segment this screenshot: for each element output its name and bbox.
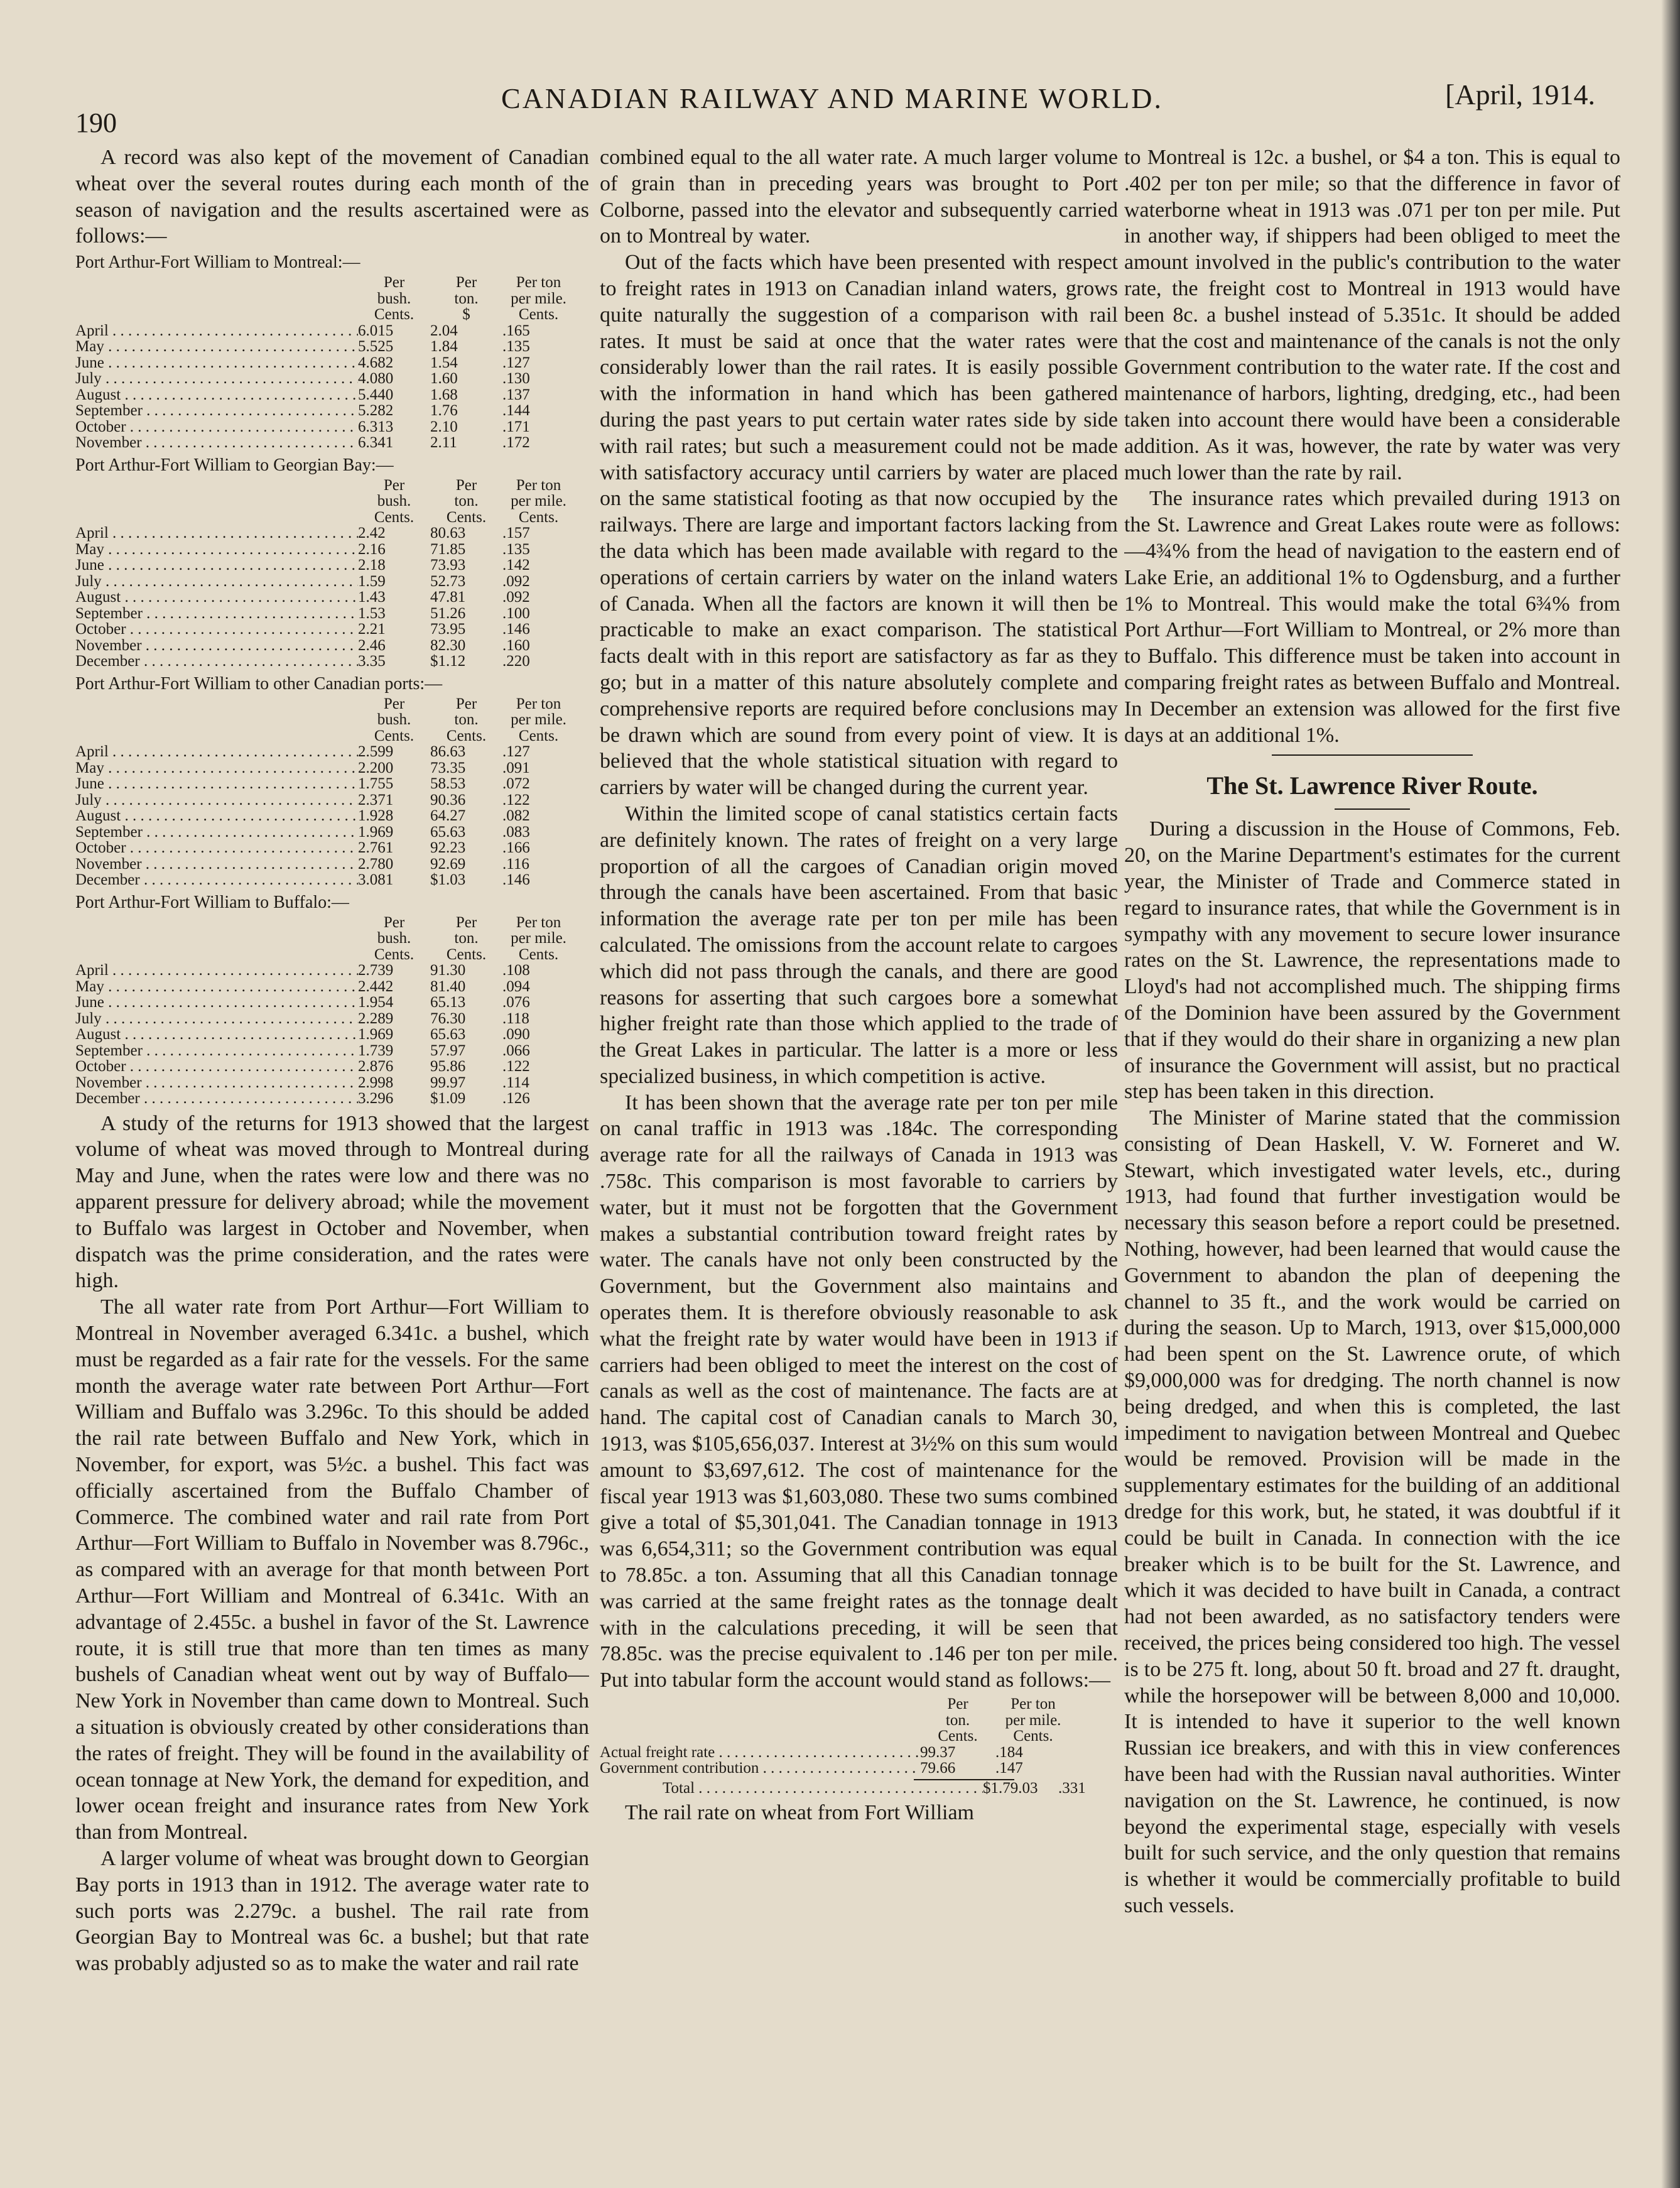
column-header: Per bush. Cents.: [374, 913, 415, 963]
paragraph: It has been shown that the average rate per ton per mile on canal traffic in 1913 was .184c. The corresponding average rate for all the railways of Canada in 1913 was .758c. This comparison is most favorable to carriers by water, but it must not be forgotten that the Government makes a substantial contribution toward freight rates by water. The canals have not only been constructed by the Government, but the Government also maintains and operates them. It is therefore obviously reasonable to ask what the freight rate by water would have been in 1913 if carriers had been obliged to meet the interest on the cost of canals as well as the cost of maintenance. The facts are at hand. The capital cost of Canadian canals to March 30, 1913, was $105,656,037. Interest at 3½% on this sum would amount to $3,697,612. The cost of maintenance for the fiscal year 1913 was $1,603,080. These two sums combined give a total of $5,301,041. The Canadian tonnage in 1913 was 6,654,311; so the Government contribution was equal to 78.85c. a ton. Assuming that all this Canadian tonnage was carried at the same freight rates as the tonnage dealt with in the calculations preceding, it will be seen that 78.85c. was the precise equivalent to .146 per ton per mile. Put into tabular form the account would stand as follows:—: [600, 1091, 1118, 1692]
column-header: Per ton. Cents.: [446, 476, 487, 526]
month-label: June . . .: [75, 355, 358, 371]
rate-value: 76.30: [430, 1010, 466, 1027]
month-label: August . . .: [75, 589, 358, 606]
table-row: [75, 419, 589, 435]
rate-value: 2.998: [358, 1074, 394, 1091]
column-2: [600, 144, 1118, 2174]
table-row: [75, 525, 589, 542]
table-row: [75, 403, 589, 419]
table-caption: Port Arthur-Fort William to Georgian Bay:—: [75, 455, 394, 475]
rate-value: 2.761: [358, 839, 394, 857]
table-row: [75, 653, 589, 670]
rate-value: .137: [502, 386, 530, 403]
column-header: Per ton. $: [454, 274, 479, 324]
rate-value: .122: [502, 1058, 530, 1075]
rate-value: 2.371: [358, 791, 394, 808]
column-1: [75, 144, 589, 2174]
rate-value: 1.43: [358, 589, 386, 606]
rate-value: 92.23: [430, 839, 466, 857]
rate-value: .118: [502, 1010, 529, 1027]
table-header: [75, 915, 589, 963]
rate-value: 2.21: [358, 621, 386, 638]
rate-value: .130: [502, 370, 530, 388]
table-header: [600, 1696, 1118, 1744]
rate-value: .165: [502, 322, 530, 339]
rate-value: 91.30: [430, 962, 466, 979]
rate-value: 1.739: [358, 1042, 394, 1059]
rate-value: 47.81: [430, 589, 466, 606]
paragraph: The insurance rates which prevailed during 1913 on the St. Lawrence and Great Lakes route were as follows:—4¾% from the head of navigation to the eastern end of Lake Erie, an additional 1% to Ogdensburg, and a further 1% to Montreal. This would make the total 6¾% from Port Arthur—Fort William to Montreal, or 2% more than to Buffalo. This difference must be taken into account in comparing freight rates as between Buffalo and Montreal. In December an extension was allowed for the first five days at an additional 1%.: [1124, 487, 1620, 747]
rate-value: 52.73: [430, 572, 466, 590]
page-header: [69, 69, 1595, 138]
rate-value: 57.97: [430, 1042, 466, 1059]
column-header: Per ton per mile. Cents.: [511, 274, 566, 324]
rate-value: .126: [502, 1090, 530, 1108]
rate-value: 92.69: [430, 855, 466, 873]
rate-value: 6.341: [358, 434, 394, 452]
table-caption: Port Arthur-Fort William to other Canadian ports:—: [75, 673, 443, 694]
rate-value: 2.42: [358, 525, 386, 542]
issue-date: [April, 1914.: [1445, 79, 1595, 111]
rate-value: .144: [502, 402, 530, 420]
table-row: [75, 744, 589, 760]
publication-title: CANADIAN RAILWAY AND MARINE WORLD.: [501, 82, 1163, 114]
month-label: July . . .: [75, 1011, 358, 1027]
month-label: September . . .: [75, 1043, 358, 1059]
rate-value: 2.289: [358, 1010, 394, 1027]
route-table: [75, 892, 589, 1107]
month-label: June . . .: [75, 994, 358, 1011]
column-header: Per ton per mile. Cents.: [511, 913, 566, 963]
heading-rule: [1335, 808, 1410, 810]
rate-value: .146: [502, 871, 530, 889]
month-label: May . . .: [75, 979, 358, 995]
rate-value: 2.46: [358, 636, 386, 654]
rate-value: 2.442: [358, 977, 394, 995]
rate-value: .091: [502, 759, 530, 776]
table-header: [75, 275, 589, 323]
page-number: 190: [75, 107, 117, 138]
table-row: [75, 994, 589, 1011]
rate-value: 1.969: [358, 1026, 394, 1043]
column-header: Per ton. Cents.: [446, 913, 487, 963]
rate-value: 65.63: [430, 823, 466, 841]
month-label: July . . .: [75, 574, 358, 590]
table-row: [75, 1059, 589, 1075]
paragraph: Within the limited scope of canal statistics certain facts are definitely known. The rates of freight on a very large proportion of all the cargoes of Canadian origin moved through the canals have been ascertained. From that basic information the average rate per ton per mile has been calculated. The omissions from the account relate to cargoes which did not pass through the canals, and there are good reasons for asserting that such cargoes bore a somewhat higher freight rate than those which applied to the trade of the Great Lakes in particular. The latter is a more or less specialized business, in which competition is active.: [600, 802, 1118, 1088]
rate-value: 2.04: [430, 322, 458, 339]
table-row: [75, 824, 589, 841]
rate-value: .108: [502, 962, 530, 979]
table-row: [75, 606, 589, 622]
rate-value: .142: [502, 557, 530, 574]
rate-value: 1.60: [430, 370, 458, 388]
month-label: August . . .: [75, 1026, 358, 1043]
table-row: [75, 355, 589, 371]
rate-value: 1.969: [358, 823, 394, 841]
month-label: November . . .: [75, 856, 358, 873]
table-row: [75, 808, 589, 824]
rate-value: 86.63: [430, 743, 466, 761]
month-label: September . . .: [75, 403, 358, 419]
column-header: Per ton. Cents.: [938, 1695, 978, 1745]
rate-value: 51.26: [430, 604, 466, 622]
rate-value: 5.525: [358, 338, 394, 356]
column-header: Per ton per mile. Cents.: [511, 476, 566, 526]
rate-value: 1.76: [430, 402, 458, 420]
table-total-row: Total . . . $1.79.03 .331: [600, 1780, 1118, 1797]
rate-value: .171: [502, 418, 530, 435]
column-header: Per bush. Cents.: [374, 695, 415, 744]
rate-value: 1.928: [358, 807, 394, 825]
paragraph: The rail rate on wheat from Fort William: [625, 1801, 975, 1825]
table-row: Government contribution . . . 79.66 .147: [600, 1760, 1118, 1777]
column-header: Per bush. Cents.: [374, 274, 415, 324]
rate-value: .166: [502, 839, 530, 857]
rate-value: 73.35: [430, 759, 466, 776]
month-label: October . . .: [75, 840, 358, 856]
table-row: [75, 792, 589, 808]
page-fold-shadow: [1661, 0, 1680, 2188]
rate-value: 90.36: [430, 791, 466, 808]
rate-value: .146: [502, 621, 530, 638]
rate-value: $1.12: [430, 653, 466, 670]
rate-value: .094: [502, 977, 530, 995]
table-row: [75, 1075, 589, 1091]
rate-value: 5.282: [358, 402, 394, 420]
table-caption: Port Arthur-Fort William to Buffalo:—: [75, 892, 349, 912]
month-label: November . . .: [75, 1075, 358, 1091]
table-row: [75, 542, 589, 558]
rate-value: 73.95: [430, 621, 466, 638]
rate-value: 1.54: [430, 354, 458, 371]
month-label: October . . .: [75, 621, 358, 638]
month-label: December . . .: [75, 653, 358, 670]
rate-value: .083: [502, 823, 530, 841]
section-heading: The St. Lawrence River Route.: [1206, 771, 1538, 800]
month-label: April . . .: [75, 962, 358, 979]
rate-value: 65.63: [430, 1026, 466, 1043]
table-row: [75, 589, 589, 606]
paragraph: The all water rate from Port Arthur—Fort William to Montreal in November averaged 6.341c. a bushel, which must be regarded as a fair rate for the vessels. For the same month the average water rate between Port Arthur—Fort William and Buffalo was 3.296c. To this should be added the rail rate between Buffalo and New York, which in November, for export, was 5½c. a bushel. This fact was officially ascertained from the Buffalo Chamber of Commerce. The combined water and rail rate from Port Arthur—Fort William to Buffalo in November was 8.796c., as compared with an average for that month between Port Arthur—Fort William and Montreal of 6.341c. With an advantage of 2.455c. a bushel in favor of the St. Lawrence route, it is still true that more than ten times as many bushels of Canadian wheat went out by way of Buffalo—New York in November than came down to Montreal. Such a situation is obviously created by other considerations than the rates of freight. They will be found in the availability of ocean tonnage at New York, the demand for expedition, and lower ocean freight and insurance rates from New York than from Montreal.: [75, 1295, 589, 1844]
rate-value: .172: [502, 434, 530, 452]
rate-value: .220: [502, 653, 530, 670]
rate-value: 5.440: [358, 386, 394, 403]
paragraph: A larger volume of wheat was brought down to Georgian Bay ports in 1913 than in 1912. The average water rate to such ports was 2.279c. a bushel. The rail rate from Georgian Bay to Montreal was 6c. a bushel; but that rate was probably adjusted so as to make the water and rail rate: [75, 1847, 589, 1976]
table-header: [75, 477, 589, 526]
month-label: May . . .: [75, 760, 358, 776]
month-label: April . . .: [75, 744, 358, 760]
table-row: [75, 387, 589, 403]
rate-value: 80.63: [430, 525, 466, 542]
rate-value: .135: [502, 540, 530, 558]
rate-value: 1.53: [358, 604, 386, 622]
paragraph: to Montreal is 12c. a bushel, or $4 a ton. This is equal to .402 per ton per mile; so that the difference in favor of waterborne wheat in 1913 was .071 per ton per mile. Put in another way, if shippers had been obliged to meet the amount involved in the public's contribution to the water rate, the freight cost to Montreal in 1913 would have been 8c. a bushel instead of 5.351c. It should be added that the cost and maintenance of the canals is not the only Government contribution to the water rate. If the cost and maintenance of harbors, lighting, dredging, etc., had been taken into account there would have been a considerable addition. As it was, however, the rate by water was very much lower than the rate by rail.: [1124, 146, 1620, 484]
freight-rate-table: [600, 1696, 1118, 1796]
rate-value: $1.03: [430, 871, 466, 889]
rate-value: .092: [502, 589, 530, 606]
rate-value: 2.11: [430, 434, 457, 452]
month-label: August . . .: [75, 808, 358, 824]
table-row: [75, 840, 589, 856]
paragraph: A record was also kept of the movement of Canadian wheat over the several routes during each month of the season of navigation and the results ascertained were as follows:—: [75, 146, 589, 248]
rate-value: 4.682: [358, 354, 394, 371]
table-row: [75, 979, 589, 995]
table-row: Actual freight rate . . . 99.37 .184: [600, 1744, 1118, 1761]
rate-value: 82.30: [430, 636, 466, 654]
month-label: June . . .: [75, 557, 358, 574]
rate-value: .157: [502, 525, 530, 542]
month-label: November . . .: [75, 435, 358, 451]
month-label: December . . .: [75, 1091, 358, 1107]
table-row: [75, 323, 589, 339]
table-row: [75, 339, 589, 355]
rate-value: $1.09: [430, 1090, 466, 1108]
month-label: September . . .: [75, 606, 358, 622]
rate-value: 6.313: [358, 418, 394, 435]
rate-value: 65.13: [430, 994, 466, 1011]
rate-value: 71.85: [430, 540, 466, 558]
month-label: November . . .: [75, 638, 358, 654]
rate-value: 3.081: [358, 871, 394, 889]
rate-value: 81.40: [430, 977, 466, 995]
month-label: April . . .: [75, 525, 358, 542]
rate-value: 95.86: [430, 1058, 466, 1075]
rate-value: .135: [502, 338, 530, 356]
rate-value: 4.080: [358, 370, 394, 388]
rate-value: .100: [502, 604, 530, 622]
route-table: [75, 252, 589, 451]
table-row: [75, 856, 589, 873]
paragraph: A study of the returns for 1913 showed that the largest volume of wheat was moved through to Montreal during May and June, when the rates were low and there was no apparent pressure for delivery abroad; while the movement to Buffalo was largest in October and November, when dispatch was the prime consideration, and the rates were high.: [75, 1111, 589, 1293]
rate-value: 6.015: [358, 322, 394, 339]
rate-value: .082: [502, 807, 530, 825]
table-header: [75, 696, 589, 744]
rate-value: .092: [502, 572, 530, 590]
rate-value: 2.739: [358, 962, 394, 979]
rate-value: .072: [502, 775, 530, 793]
column-3: [1124, 144, 1620, 2174]
column-header: Per ton. Cents.: [446, 695, 487, 744]
rate-value: .116: [502, 855, 529, 873]
rate-value: 2.599: [358, 743, 394, 761]
rate-value: .076: [502, 994, 530, 1011]
table-row: [75, 1043, 589, 1059]
table-caption: Port Arthur-Fort William to Montreal:—: [75, 253, 360, 273]
paragraph: The Minister of Marine stated that the commission consisting of Dean Haskell, V. W. Forneret and W. Stewart, which investigated water levels, etc., during 1913, had found that further investigation would be necessary this season before a report could be presetned. Nothing, however, had been learned that would cause the Government to abandon the plan of deepening the channel to 35 ft., and the work would be carried on during the season. Up to March, 1913, over $15,000,000 had been spent on the St. Lawrence orute, of which $9,000,000 was for dredging. The north channel is now being dredged, and when this is completed, the last impediment to navigation between Montreal and Quebec would be removed. Provision will be made in the supplementary estimates for the building of an additional dredge for this work, but, he stated, it was doubtful if it could be built in Canada. In connection with the ice breaker which is to be built for the St. Lawrence, and which it was decided to have built in Canada, a contract had not been awarded, as no satisfactory tenders were received, the prices being considered too high. The vessel is to be 275 ft. long, about 50 ft. broad and 27 ft. draught, while the horsepower will be between 8,000 and 10,000. It is intended to have it superior to the well known Russian ice breakers, and with this in view conferences have been had with the Russian naval authorities. Winter navigation on the St. Lawrence, he continued, is now beyond the experimental stage, especially with vesels built for such service, and the only question that remains is whether it would be commercially profitable to build such vessels.: [1124, 1106, 1620, 1917]
rate-value: 1.68: [430, 386, 458, 403]
month-label: July . . .: [75, 792, 358, 808]
rate-value: 2.16: [358, 540, 386, 558]
table-row: [75, 557, 589, 574]
rate-value: 3.35: [358, 653, 386, 670]
table-row: [75, 574, 589, 590]
rate-value: 1.755: [358, 775, 394, 793]
month-label: October . . .: [75, 419, 358, 435]
rate-value: 1.954: [358, 994, 394, 1011]
rate-value: .066: [502, 1042, 530, 1059]
table-row: [75, 872, 589, 888]
column-header: Per bush. Cents.: [374, 476, 415, 526]
table-row: [75, 435, 589, 451]
table-row: [75, 1011, 589, 1027]
month-label: June . . .: [75, 776, 358, 792]
rate-value: .122: [502, 791, 530, 808]
month-label: December . . .: [75, 872, 358, 888]
month-label: April . . .: [75, 323, 358, 339]
paragraph: During a discussion in the House of Commons, Feb. 20, on the Marine Department's estimates for the current year, the Minister of Trade and Commerce stated in regard to insurance rates, that while the Government is in sympathy with any movement to secure lower insurance rates on the St. Lawrence, the representations made to Lloyd's had not accomplished much. The shipping firms of the Dominion have been assured by the Government that if they would do their share in organizing a new plan of insurance the Government will assist, but no practical step has been taken in this direction.: [1124, 817, 1620, 1104]
rate-value: 2.10: [430, 418, 458, 435]
table-row: [75, 638, 589, 654]
route-tables: [75, 252, 589, 1107]
route-table: [75, 455, 589, 670]
rate-value: .114: [502, 1074, 529, 1091]
column-header: Per ton per mile. Cents.: [511, 695, 566, 744]
rate-value: 3.296: [358, 1090, 394, 1108]
rate-value: .090: [502, 1026, 530, 1043]
month-label: July . . .: [75, 371, 358, 387]
rate-value: 1.59: [358, 572, 386, 590]
table-row: [75, 371, 589, 387]
rate-value: 99.97: [430, 1074, 466, 1091]
rate-value: 58.53: [430, 775, 466, 793]
paragraph: combined equal to the all water rate. A much larger volume of grain than in preceding years was brought to Port Colborne, passed into the elevator and subsequently carried on to Montreal by water.: [600, 146, 1118, 248]
rate-value: .127: [502, 354, 530, 371]
rate-value: 2.18: [358, 557, 386, 574]
paragraph: Out of the facts which have been presented with respect to freight rates in 1913 on Canadian inland waters, grows quite naturally the suggestion of a comparison with rail rates. It must be said at once that the water rates were considerably lower than the rail rates. It is easily possible with the information in hand which has been gathered during the past years to put certain water rates side by side with rail rates; but such a measurement could not be made with satisfactory accuracy until carriers by water are placed on the same statistical footing as that now occupied by the railways. There are large and important factors lacking from the data which has been made available with regard to the operations of certain carriers by water on the inland waters of Canada. When all the factors are known it will then be practicable to make an exact comparison. The statistical facts dealt with in this report are satisfactory as far as they go; but in a matter of this nature absolutely complete and comprehensive reports are required before conclusions may be drawn which are sound from every point of view. It is believed that the whole statistical situation with regard to carriers by water will be changed during the current year.: [600, 251, 1118, 800]
rate-value: 2.780: [358, 855, 394, 873]
rate-value: 2.876: [358, 1058, 394, 1075]
table-row: [75, 776, 589, 792]
rate-value: 73.93: [430, 557, 466, 574]
table-row: [75, 1026, 589, 1043]
rate-value: 64.27: [430, 807, 466, 825]
month-label: May . . .: [75, 542, 358, 558]
rate-value: .127: [502, 743, 530, 761]
table-row: [75, 1091, 589, 1107]
rate-value: 1.84: [430, 338, 458, 356]
month-label: September . . .: [75, 824, 358, 841]
rate-value: .160: [502, 636, 530, 654]
table-row: [75, 760, 589, 776]
rate-value: 2.200: [358, 759, 394, 776]
table-row: [75, 962, 589, 979]
month-label: August . . .: [75, 387, 358, 403]
table-row: [75, 621, 589, 638]
month-label: October . . .: [75, 1059, 358, 1075]
month-label: May . . .: [75, 339, 358, 355]
column-header: Per ton per mile. Cents.: [1005, 1695, 1061, 1745]
route-table: [75, 673, 589, 888]
section-rule: [1272, 754, 1473, 756]
